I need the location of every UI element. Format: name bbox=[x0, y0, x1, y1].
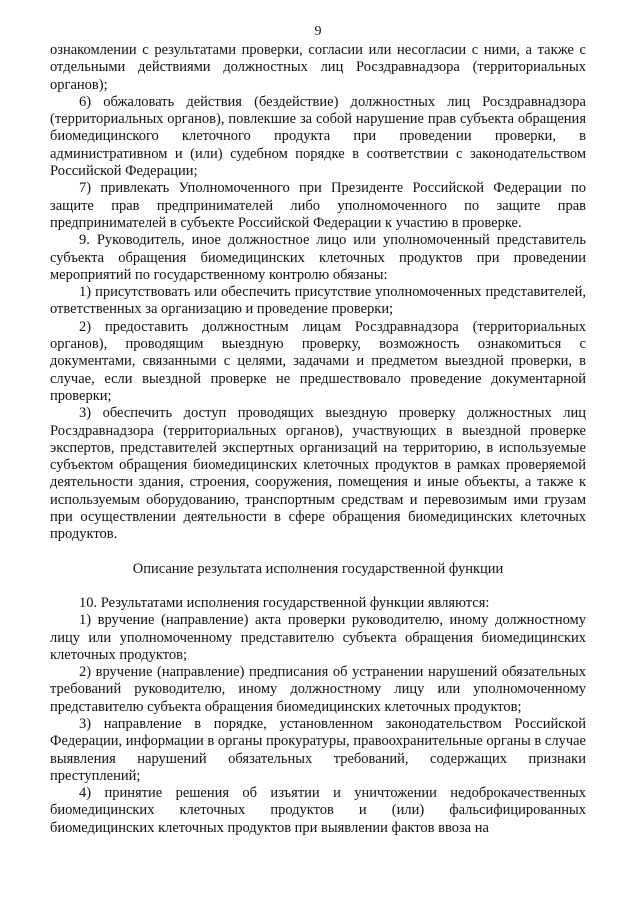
paragraph-item-6: 6) обжаловать действия (бездействие) должностных лиц Росздравнадзора (территориальных органов), повлекшие за собой нарушение прав субъекта обращения биомедицинского клеточного продукта при проведении проверки, в административном и (или) судебном порядке в соответствии с законодательством Российской Федерации; bbox=[50, 93, 586, 180]
paragraph-clause-10-item-3: 3) направление в порядке, установленном законодательством Российской Федерации, информации в органы прокуратуры, правоохранительные органы в случае выявления нарушений обязательных требований, содержащих признаки преступлений; bbox=[50, 715, 586, 784]
paragraph-clause-10-item-1: 1) вручение (направление) акта проверки руководителю, иному должностному лицу или уполномоченному представителю субъекта обращения биомедицинских клеточных продуктов; bbox=[50, 612, 586, 663]
page-number: 9 bbox=[314, 24, 322, 39]
document-page bbox=[50, 24, 586, 837]
paragraph-continuation: ознакомлении с результатами проверки, согласии или несогласии с ними, а также с отдельными действиями должностных лиц Росздравнадзора (территориальных органов); bbox=[50, 42, 586, 93]
paragraph-clause-9-item-2: 2) предоставить должностным лицам Росздравнадзора (территориальных органов), проводящим выездную проверку, возможность ознакомиться с документами, связанными с целями, задачами и предметом выездной проверки, в случае, если выездной проверке не предшествовало проведение документарной проверки; bbox=[50, 318, 586, 404]
paragraph-clause-10-item-2: 2) вручение (направление) предписания об устранении нарушений обязательных требований руководителю, иному должностному лицу или уполномоченному представителю субъекта обращения биомедицинских клеточных продуктов; bbox=[50, 664, 586, 715]
paragraph-clause-10-item-4: 4) принятие решения об изъятии и уничтожении недоброкачественных биомедицинских клеточных продуктов и (или) фальсифицированных биомедицинских клеточных продуктов при выявлении фактов ввоза на bbox=[50, 785, 586, 836]
paragraph-item-7: 7) привлекать Уполномоченного при Президенте Российской Федерации по защите прав предпринимателей либо уполномоченного по защите прав предпринимателей в субъекте Российской Федерации к участию в проверке. bbox=[50, 180, 586, 231]
section-title: Описание результата исполнения государственной функции bbox=[132, 560, 504, 577]
paragraph-clause-9-item-3: 3) обеспечить доступ проводящих выездную проверку должностных лиц Росздравнадзора (территориальных органов), участвующих в выездной проверке экспертов, представителей экспертных организаций на территорию, в используемые субъектом обращения биомедицинских клеточных продуктов в рамках проверяемой деятельности здания, строения, сооружения, помещения и иные объекты, а также к используемым оборудованию, транспортным средствам и перевозимым ими грузам при осуществлении деятельности в сфере обращения биомедицинских клеточных продуктов. bbox=[50, 405, 586, 543]
paragraph-clause-9-item-1: 1) присутствовать или обеспечить присутствие уполномоченных представителей, ответственных за организацию и проведение проверки; bbox=[50, 284, 586, 318]
paragraph-clause-10: 10. Результатами исполнения государственной функции являются: bbox=[79, 594, 490, 611]
paragraph-clause-9: 9. Руководитель, иное должностное лицо или уполномоченный представитель субъекта обращения биомедицинских клеточных продуктов при проведении мероприятий по государственному контролю обязаны: bbox=[50, 232, 586, 283]
